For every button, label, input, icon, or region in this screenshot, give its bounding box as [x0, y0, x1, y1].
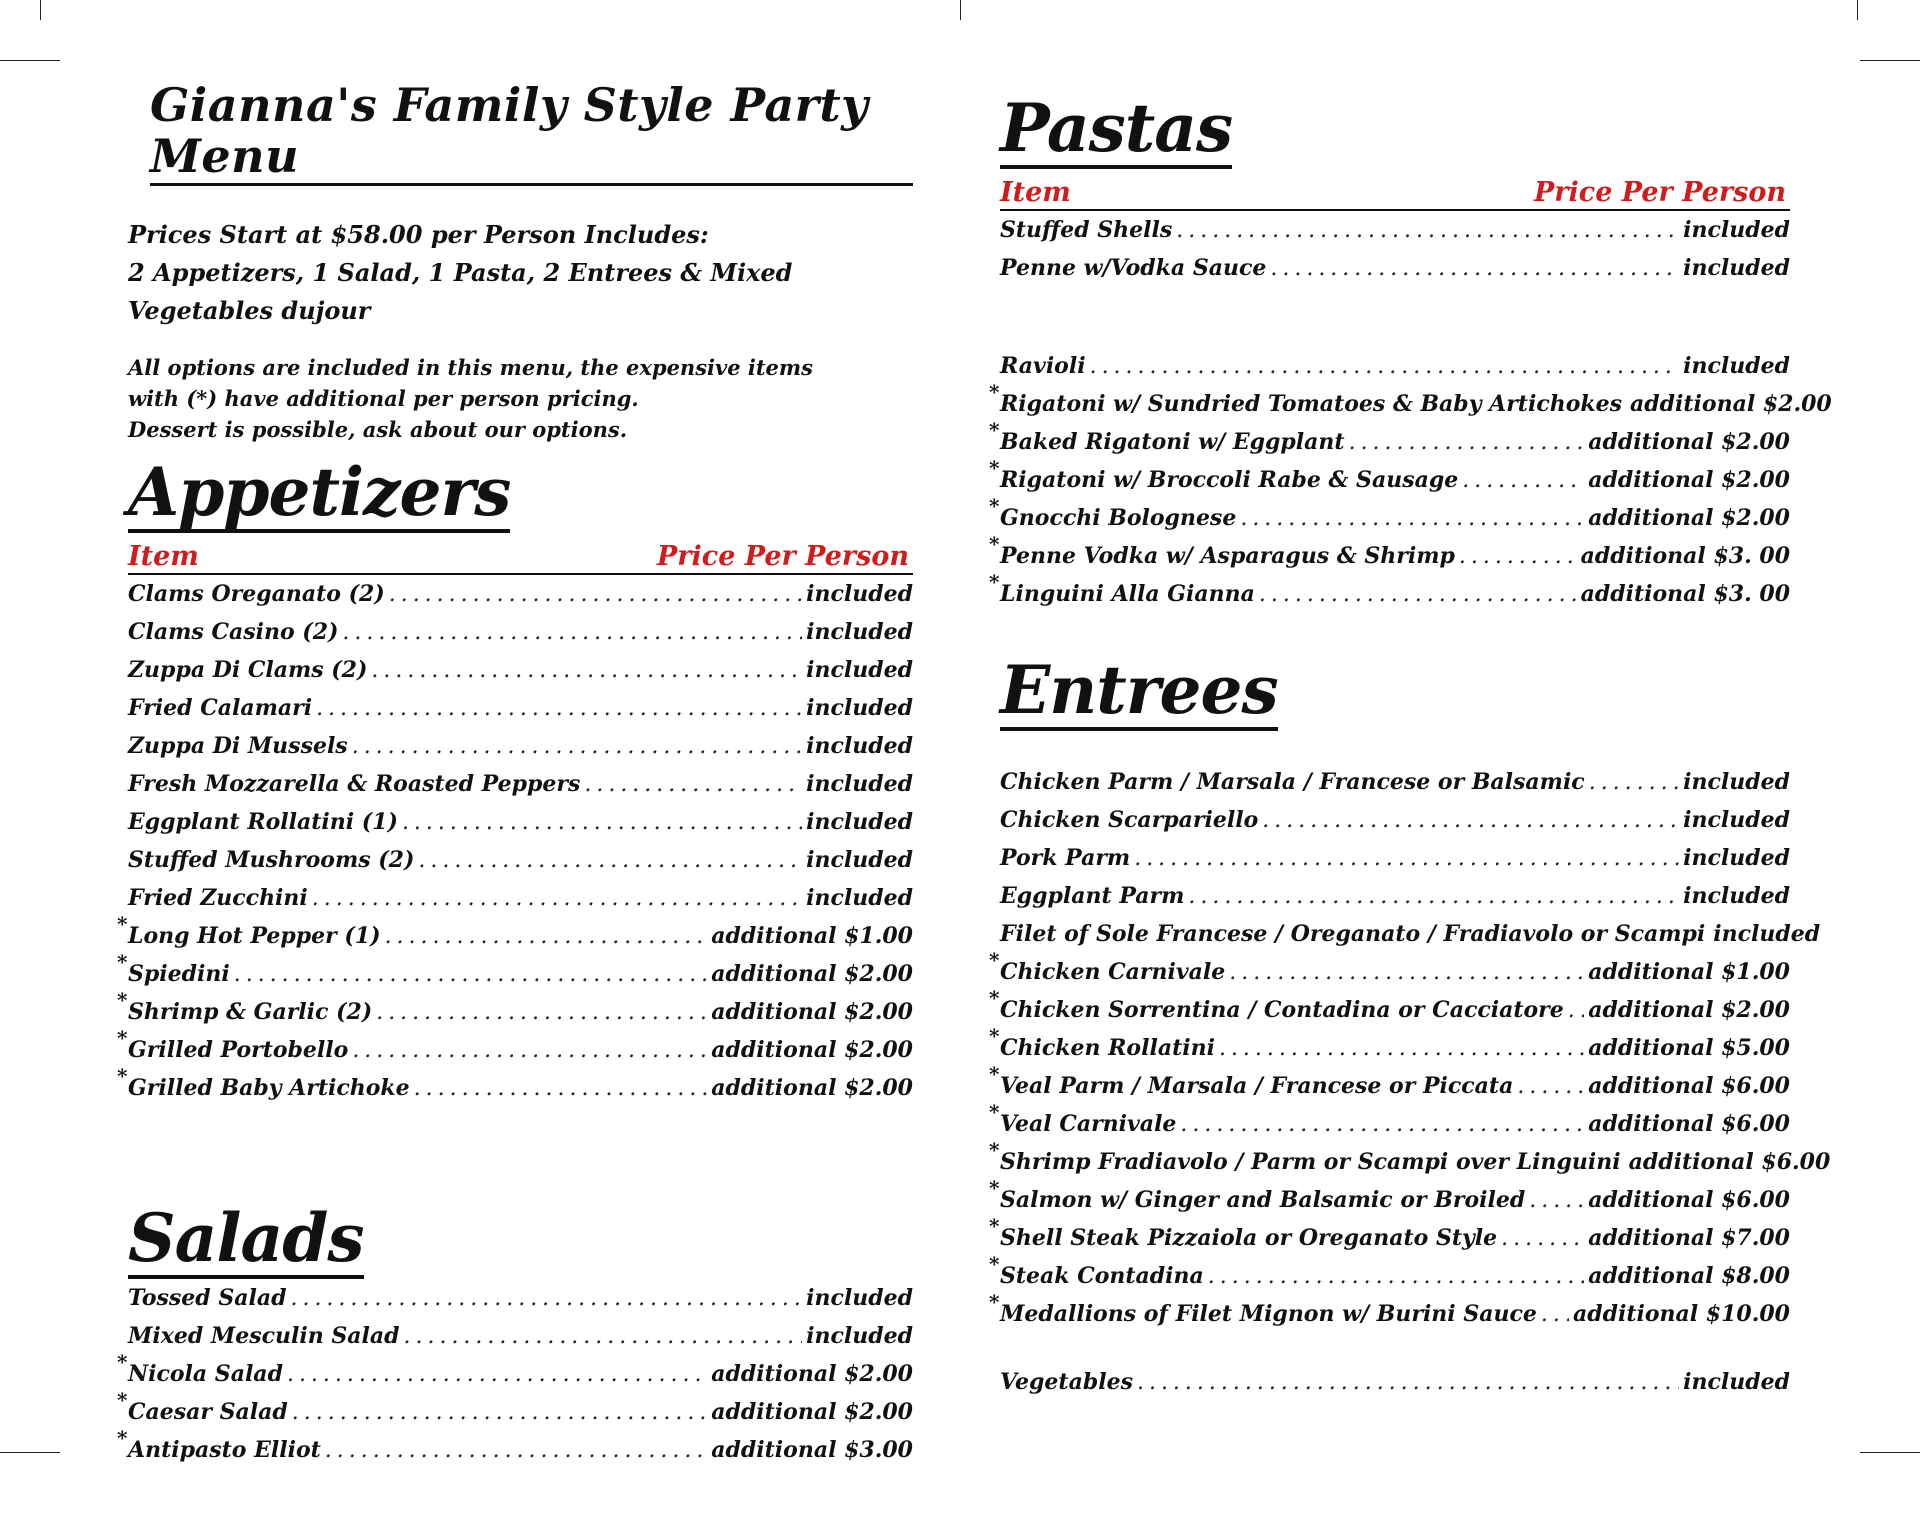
menu-item	[989, 570, 1790, 613]
item-name: Nicola Salad	[128, 1361, 283, 1388]
item-name: Eggplant Parm	[1000, 883, 1185, 909]
item-name: Long Hot Pepper (1)	[128, 923, 381, 950]
item-price: additional $2.00	[711, 999, 913, 1026]
item-price: included	[806, 581, 913, 608]
menu-item	[128, 613, 913, 651]
leader-dots	[385, 918, 708, 956]
appetizers-list	[117, 575, 913, 1107]
item-price: additional $2.00	[1588, 429, 1790, 455]
salads-list	[117, 1279, 913, 1469]
crop-mark	[0, 1452, 60, 1453]
item-price: additional $6.00	[1588, 1111, 1790, 1137]
leader-dots	[1262, 802, 1679, 840]
menu-item	[989, 418, 1790, 461]
menu-item	[128, 727, 913, 765]
item-price: included	[1683, 807, 1790, 833]
item-name: Salmon w/ Ginger and Balsamic or Broiled	[1000, 1187, 1526, 1213]
additional-cost-marker: *	[989, 986, 1000, 1010]
leader-dots	[1529, 1182, 1584, 1220]
leader-dots	[1517, 1068, 1584, 1106]
item-price: additional $7.00	[1588, 1225, 1790, 1251]
additional-cost-marker: *	[989, 1024, 1000, 1048]
leader-dots	[1462, 462, 1584, 500]
leader-dots	[287, 1356, 707, 1394]
item-price: included	[1683, 1369, 1790, 1395]
item-name: Chicken Rollatini	[1000, 1035, 1215, 1061]
entrees-list	[989, 763, 1831, 1333]
leader-dots	[1134, 840, 1679, 878]
leader-dots	[234, 956, 708, 994]
menu-item	[128, 689, 913, 727]
menu-item	[117, 1064, 913, 1107]
menu-item	[989, 1290, 1790, 1333]
intro-line: 2 Appetizers, 1 Salad, 1 Pasta, 2 Entrees & Mixed Vegetables dujour	[128, 258, 793, 326]
item-price: included	[1683, 255, 1790, 281]
column-header-price: Price Per Person	[1533, 177, 1786, 208]
item-price: additional $2.00	[711, 1399, 913, 1426]
leader-dots	[376, 994, 707, 1032]
intro-line: Prices Start at $58.00 per Person Includes:	[128, 220, 709, 250]
item-price: included	[806, 733, 913, 760]
crop-mark	[1860, 60, 1920, 61]
vegetables-section	[1000, 1363, 1790, 1401]
item-price: included	[806, 809, 913, 836]
leader-dots	[352, 1032, 707, 1070]
additional-cost-marker: *	[989, 1252, 1000, 1276]
item-name: Clams Casino (2)	[128, 619, 339, 646]
menu-item	[117, 912, 913, 955]
leader-dots	[584, 766, 802, 804]
section-heading-pastas: Pastas	[1000, 89, 1233, 167]
additional-cost-marker: *	[117, 1064, 128, 1089]
menu-item	[117, 1026, 913, 1069]
item-name: Zuppa Di Clams (2)	[128, 657, 368, 684]
additional-cost-marker: *	[989, 1138, 1000, 1162]
menu-item	[989, 986, 1790, 1029]
menu-item	[128, 841, 913, 879]
entrees-section	[989, 651, 1831, 1333]
item-price: additional $3. 00	[1580, 543, 1790, 569]
menu-item	[1000, 763, 1790, 801]
item-name: Chicken Carnivale	[1000, 959, 1226, 985]
item-name: Pork Parm	[1000, 845, 1131, 871]
menu-item	[128, 1279, 913, 1317]
leader-dots	[1180, 1106, 1584, 1144]
menu-item	[128, 765, 913, 803]
leader-dots	[402, 804, 802, 842]
crop-mark	[0, 60, 60, 61]
item-price: additional $1.00	[1588, 959, 1790, 985]
menu-item	[128, 879, 913, 917]
column-header	[1000, 177, 1790, 211]
column-header-item: Item	[1000, 177, 1071, 208]
leader-dots	[371, 652, 802, 690]
notes-block	[128, 352, 913, 445]
menu-item	[128, 651, 913, 689]
item-price: additional $2.00	[1630, 391, 1832, 417]
left-column	[117, 78, 913, 1469]
menu-item	[1000, 839, 1790, 877]
menu-item	[117, 950, 913, 993]
item-name: Filet of Sole Francese / Oreganato / Fradiavolo or Scampi	[1000, 921, 1706, 947]
item-price: additional $2.00	[711, 1075, 913, 1102]
section-heading-appetizers: Appetizers	[128, 453, 511, 532]
item-name: Gnocchi Bolognese	[1000, 505, 1237, 531]
item-price: included	[1683, 217, 1790, 243]
leader-dots	[1240, 500, 1584, 538]
appetizers-section	[117, 453, 913, 1107]
leader-dots	[290, 1280, 802, 1318]
leader-dots	[316, 690, 802, 728]
additional-cost-marker: *	[989, 494, 1000, 518]
item-price: included	[806, 657, 913, 684]
right-column	[989, 89, 1832, 1401]
leader-dots	[404, 1318, 803, 1356]
item-name: Baked Rigatoni w/ Eggplant	[1000, 429, 1345, 455]
note-line: Dessert is possible, ask about our options.	[128, 417, 628, 443]
menu-item-vegetables	[1000, 1363, 1790, 1401]
item-name: Steak Contadina	[1000, 1263, 1204, 1289]
leader-dots	[1270, 250, 1679, 288]
item-name: Grilled Baby Artichoke	[128, 1075, 410, 1102]
additional-cost-marker: *	[989, 1176, 1000, 1200]
item-name: Stuffed Shells	[1000, 217, 1173, 243]
menu-item	[989, 1024, 1790, 1067]
item-price: additional $2.00	[711, 961, 913, 988]
item-name: Penne w/Vodka Sauce	[1000, 255, 1267, 281]
note-line: All options are included in this menu, the expensive items	[128, 355, 813, 381]
item-name: Spiedini	[128, 961, 230, 988]
item-name: Mixed Mesculin Salad	[128, 1323, 400, 1350]
menu-item	[117, 988, 913, 1031]
item-price: included	[1683, 883, 1790, 909]
menu-item	[1000, 915, 1821, 953]
item-name: Shell Steak Pizzaiola or Oreganato Style	[1000, 1225, 1498, 1251]
leader-dots	[389, 576, 802, 614]
menu-item	[989, 1252, 1790, 1295]
menu-title: Gianna's Family Style Party Menu	[150, 80, 913, 186]
leader-dots	[418, 842, 802, 880]
leader-dots	[342, 614, 802, 652]
menu-item	[1000, 877, 1790, 915]
menu-item	[989, 494, 1790, 537]
additional-cost-marker: *	[989, 380, 1000, 404]
menu-item	[989, 1062, 1790, 1105]
menu-item	[1000, 801, 1790, 839]
item-name: Zuppa Di Mussels	[128, 733, 348, 760]
menu-item	[128, 1317, 913, 1355]
leader-dots	[414, 1070, 708, 1108]
leader-dots	[1208, 1258, 1584, 1296]
item-name: Chicken Scarpariello	[1000, 807, 1259, 833]
additional-cost-marker: *	[989, 1290, 1000, 1314]
item-name: Linguini Alla Gianna	[1000, 581, 1255, 607]
item-name: Tossed Salad	[128, 1285, 287, 1312]
leader-dots	[1176, 212, 1679, 250]
pastas-list	[989, 211, 1832, 613]
pastas-section	[989, 89, 1832, 613]
menu-item	[128, 575, 913, 613]
leader-dots	[1259, 576, 1577, 614]
crop-mark	[1860, 1452, 1920, 1453]
leader-dots	[325, 1432, 707, 1470]
column-header-item: Item	[128, 541, 199, 573]
item-price: additional $2.00	[711, 1361, 913, 1388]
item-price: additional $10.00	[1572, 1301, 1790, 1327]
additional-cost-marker: *	[989, 1100, 1000, 1124]
item-price: additional $5.00	[1588, 1035, 1790, 1061]
item-price: included	[1683, 845, 1790, 871]
leader-dots	[1090, 348, 1680, 386]
menu-item	[117, 1426, 913, 1469]
menu-item	[1000, 249, 1790, 287]
item-name: Fried Calamari	[128, 695, 313, 722]
item-price: included	[1683, 353, 1790, 379]
item-name: Clams Oreganato (2)	[128, 581, 385, 608]
additional-cost-marker: *	[989, 570, 1000, 594]
item-price: additional $1.00	[711, 923, 913, 950]
menu-item	[989, 1176, 1790, 1219]
additional-cost-marker: *	[117, 1350, 128, 1375]
menu-item	[1000, 211, 1790, 249]
item-price: additional $2.00	[1588, 997, 1790, 1023]
item-name: Chicken Parm / Marsala / Francese or Balsamic	[1000, 769, 1585, 795]
item-price: additional $3. 00	[1580, 581, 1790, 607]
crop-mark	[1857, 0, 1858, 20]
leader-dots	[1188, 878, 1679, 916]
item-name: Medallions of Filet Mignon w/ Burini Sauce	[1000, 1301, 1537, 1327]
item-price: additional $6.00	[1588, 1073, 1790, 1099]
leader-dots	[1589, 764, 1679, 802]
additional-cost-marker: *	[117, 950, 128, 975]
item-name: Fried Zucchini	[128, 885, 308, 912]
item-name: Caesar Salad	[128, 1399, 288, 1426]
item-name: Veal Carnivale	[1000, 1111, 1177, 1137]
leader-dots	[292, 1394, 707, 1432]
leader-dots	[1459, 538, 1577, 576]
intro-block	[128, 216, 913, 330]
crop-mark	[40, 0, 41, 20]
leader-dots	[1137, 1364, 1679, 1402]
additional-cost-marker: *	[117, 1388, 128, 1413]
item-price: included	[806, 885, 913, 912]
additional-cost-marker: *	[117, 988, 128, 1013]
item-price: additional $2.00	[1588, 467, 1790, 493]
leader-dots	[1568, 992, 1584, 1030]
item-name: Penne Vodka w/ Asparagus & Shrimp	[1000, 543, 1455, 569]
menu-item	[989, 1138, 1831, 1181]
item-name: Grilled Portobello	[128, 1037, 349, 1064]
menu-item	[128, 803, 913, 841]
leader-dots	[1349, 424, 1585, 462]
item-name: Fresh Mozzarella & Roasted Peppers	[128, 771, 581, 798]
menu-item	[117, 1388, 913, 1431]
item-name: Eggplant Rollatini (1)	[128, 809, 398, 836]
leader-dots	[352, 728, 802, 766]
item-name: Antipasto Elliot	[128, 1437, 321, 1464]
additional-cost-marker: *	[989, 1062, 1000, 1086]
additional-cost-marker: *	[117, 1026, 128, 1051]
section-heading-salads: Salads	[128, 1199, 364, 1278]
note-line: with (*) have additional per person pricing.	[128, 386, 639, 412]
column-header-price: Price Per Person	[656, 541, 909, 573]
item-price: additional $2.00	[1588, 505, 1790, 531]
additional-cost-marker: *	[989, 418, 1000, 442]
item-price: included	[806, 1285, 913, 1312]
additional-cost-marker: *	[117, 1426, 128, 1451]
section-heading-entrees: Entrees	[1000, 651, 1278, 729]
menu-item	[989, 948, 1790, 991]
leader-dots	[1219, 1030, 1584, 1068]
item-price: additional $6.00	[1588, 1187, 1790, 1213]
leader-dots	[1501, 1220, 1584, 1258]
menu-item	[989, 532, 1790, 575]
item-price: included	[1683, 769, 1790, 795]
item-price: included	[806, 771, 913, 798]
item-price: included	[806, 695, 913, 722]
additional-cost-marker: *	[117, 912, 128, 937]
item-name: Vegetables	[1000, 1369, 1133, 1395]
item-price: included	[806, 1323, 913, 1350]
leader-dots	[312, 880, 802, 918]
item-name: Rigatoni w/ Broccoli Rabe & Sausage	[1000, 467, 1459, 493]
menu-item	[117, 1350, 913, 1393]
leader-dots	[1229, 954, 1584, 992]
menu-item	[989, 456, 1790, 499]
item-name: Rigatoni w/ Sundried Tomatoes & Baby Artichokes	[1000, 391, 1623, 417]
item-price: additional $3.00	[711, 1437, 913, 1464]
menu-item	[989, 1100, 1790, 1143]
menu-item	[989, 380, 1832, 423]
item-name: Stuffed Mushrooms (2)	[128, 847, 415, 874]
item-name: Shrimp Fradiavolo / Parm or Scampi over Linguini	[1000, 1149, 1621, 1175]
item-name: Ravioli	[1000, 353, 1086, 379]
column-header	[128, 541, 913, 575]
item-name: Shrimp & Garlic (2)	[128, 999, 373, 1026]
additional-cost-marker: *	[989, 1214, 1000, 1238]
item-price: additional $6.00	[1628, 1149, 1831, 1175]
item-price: included	[1713, 921, 1821, 947]
menu-item	[1000, 347, 1790, 385]
leader-dots	[1541, 1296, 1569, 1334]
item-name: Chicken Sorrentina / Contadina or Cacciatore	[1000, 997, 1564, 1023]
crop-mark	[960, 0, 961, 20]
item-name: Veal Parm / Marsala / Francese or Piccata	[1000, 1073, 1514, 1099]
salads-section	[117, 1199, 913, 1469]
item-price: additional $2.00	[711, 1037, 913, 1064]
additional-cost-marker: *	[989, 948, 1000, 972]
menu-item	[989, 1214, 1790, 1257]
additional-cost-marker: *	[989, 456, 1000, 480]
item-price: included	[806, 619, 913, 646]
item-price: additional $8.00	[1588, 1263, 1790, 1289]
item-price: included	[806, 847, 913, 874]
additional-cost-marker: *	[989, 532, 1000, 556]
